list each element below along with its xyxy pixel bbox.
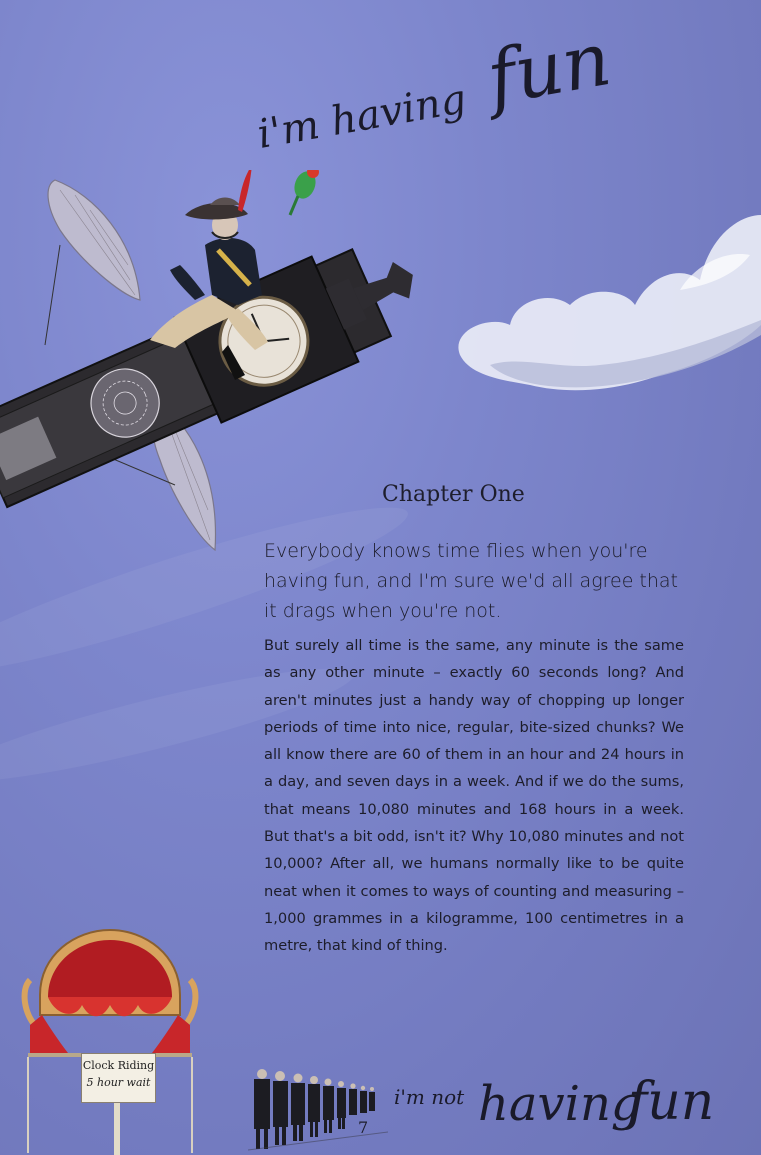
- clock-riding-sign: [81, 1053, 156, 1103]
- page-number: 7: [358, 1118, 369, 1137]
- queue-of-men-illustration: [248, 1062, 388, 1152]
- chapter-heading: Chapter One: [382, 482, 525, 507]
- title-fun: fun: [481, 15, 617, 123]
- title-im-having: i'm having: [254, 76, 470, 158]
- footer-fun: fun: [628, 1072, 715, 1132]
- chapter-lead-paragraph: Everybody knows time flies when you're having fun, and I'm sure we'd all agree that it drags when you're not.: [264, 540, 679, 622]
- flying-clock-illustration: [0, 170, 430, 560]
- sign-wait-time: 5 hour wait: [86, 1076, 151, 1089]
- curtain-stage-illustration: [20, 925, 200, 1155]
- footer-having: having: [478, 1076, 642, 1132]
- sign-title: Clock Riding: [82, 1059, 155, 1072]
- cloud-image: [450, 205, 761, 400]
- footer-im-not: i'm not: [394, 1085, 465, 1109]
- chapter-body-paragraph: But surely all time is the same, any minute is the same as any other minute – exactly 60 seconds long? And aren't minutes just a handy way of chopping up longer periods of time into nice, regular, bite-sized chunks? We all know there are 60 of them in an hour and 24 hours in a day, and seven days in a week. And if we do the sums, that means 10,080 minutes and 168 hours in a week. But that's a bit odd, isn't it? Why 10,080 minutes and not 10,000? After all, we humans normally like to be quite neat when it comes to ways of counting and measuring – 1,000 grammes in a kilogramme, 100 centimetres in a metre, that kind of thing.: [264, 637, 684, 955]
